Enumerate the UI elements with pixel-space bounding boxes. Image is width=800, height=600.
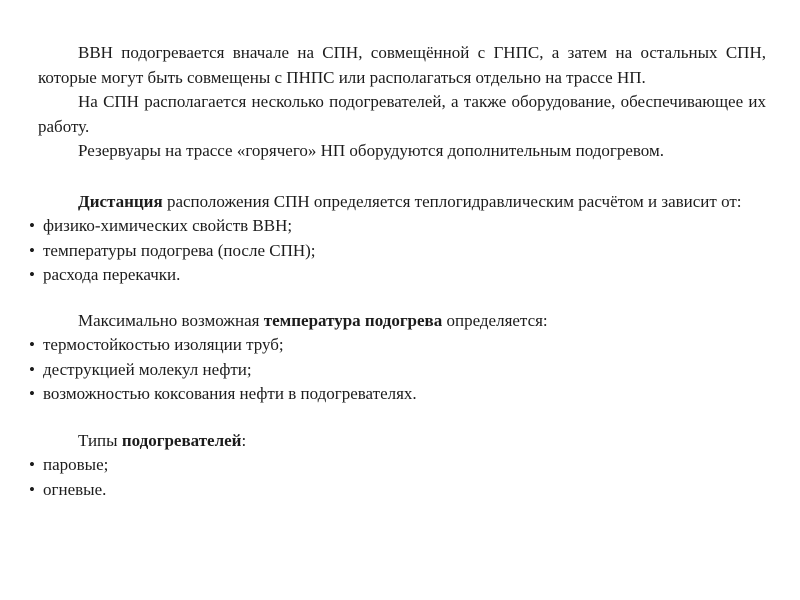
list-item bbox=[29, 382, 766, 407]
list-item bbox=[29, 263, 766, 288]
temperature-bullet-list bbox=[29, 333, 766, 407]
bullet-icon: • bbox=[29, 479, 35, 499]
types-lead bbox=[38, 429, 766, 454]
distance-lead-rest: расположения СПН определяется теплогидравлическим расчётом и зависит от: bbox=[162, 191, 742, 211]
temperature-lead-post: определяется: bbox=[442, 310, 548, 330]
types-lead-bold: подогревателей bbox=[121, 430, 242, 450]
paragraph-reservoirs: Резервуары на трассе «горячего» НП оборудуются дополнительным подогревом. bbox=[78, 141, 664, 160]
bullet-icon: • bbox=[29, 384, 35, 403]
list-item-text: деструкцией молекул нефти; bbox=[43, 359, 252, 379]
types-bullet-list bbox=[29, 453, 766, 502]
list-item-text: паровые; bbox=[43, 455, 109, 474]
list-item bbox=[29, 358, 766, 383]
bullet-icon: • bbox=[29, 359, 35, 379]
list-item bbox=[29, 453, 766, 478]
bullet-icon: • bbox=[29, 240, 35, 260]
paragraph-intro: ВВН подогревается вначале на СПН, совмещённой с ГНПС, а затем на остальных СПН, которые могут быть совмещены с ПНПС или располагаться отдельно на трассе НП. bbox=[38, 43, 766, 87]
list-item-text: температуры подогрева (после СПН); bbox=[43, 240, 316, 260]
list-item-text: огневые. bbox=[43, 479, 107, 499]
bullet-icon: • bbox=[29, 335, 35, 354]
list-item-text: физико-химических свойств ВВН; bbox=[43, 216, 293, 235]
paragraph-heaters: На СПН располагается несколько подогревателей, а также оборудование, обеспечивающее их работу. bbox=[38, 92, 766, 136]
distance-lead bbox=[38, 190, 766, 215]
list-item bbox=[29, 214, 766, 239]
types-lead-pre: Типы bbox=[78, 430, 122, 450]
list-item-text: расхода перекачки. bbox=[43, 265, 181, 284]
distance-bullet-list bbox=[29, 214, 766, 288]
distance-lead-bold: Дистанция bbox=[78, 191, 163, 211]
list-item-text: термостойкостью изоляции труб; bbox=[43, 335, 284, 354]
temperature-lead-bold: температура подогрева bbox=[263, 310, 443, 330]
list-item bbox=[29, 478, 766, 503]
list-item bbox=[29, 333, 766, 358]
temperature-lead-pre: Максимально возможная bbox=[78, 310, 264, 330]
list-item-text: возможностью коксования нефти в подогревателях. bbox=[43, 384, 417, 403]
list-item bbox=[29, 239, 766, 264]
temperature-lead bbox=[38, 309, 766, 334]
types-lead-post: : bbox=[241, 430, 247, 450]
bullet-icon: • bbox=[29, 455, 35, 474]
bullet-icon: • bbox=[29, 265, 35, 284]
bullet-icon: • bbox=[29, 216, 35, 235]
